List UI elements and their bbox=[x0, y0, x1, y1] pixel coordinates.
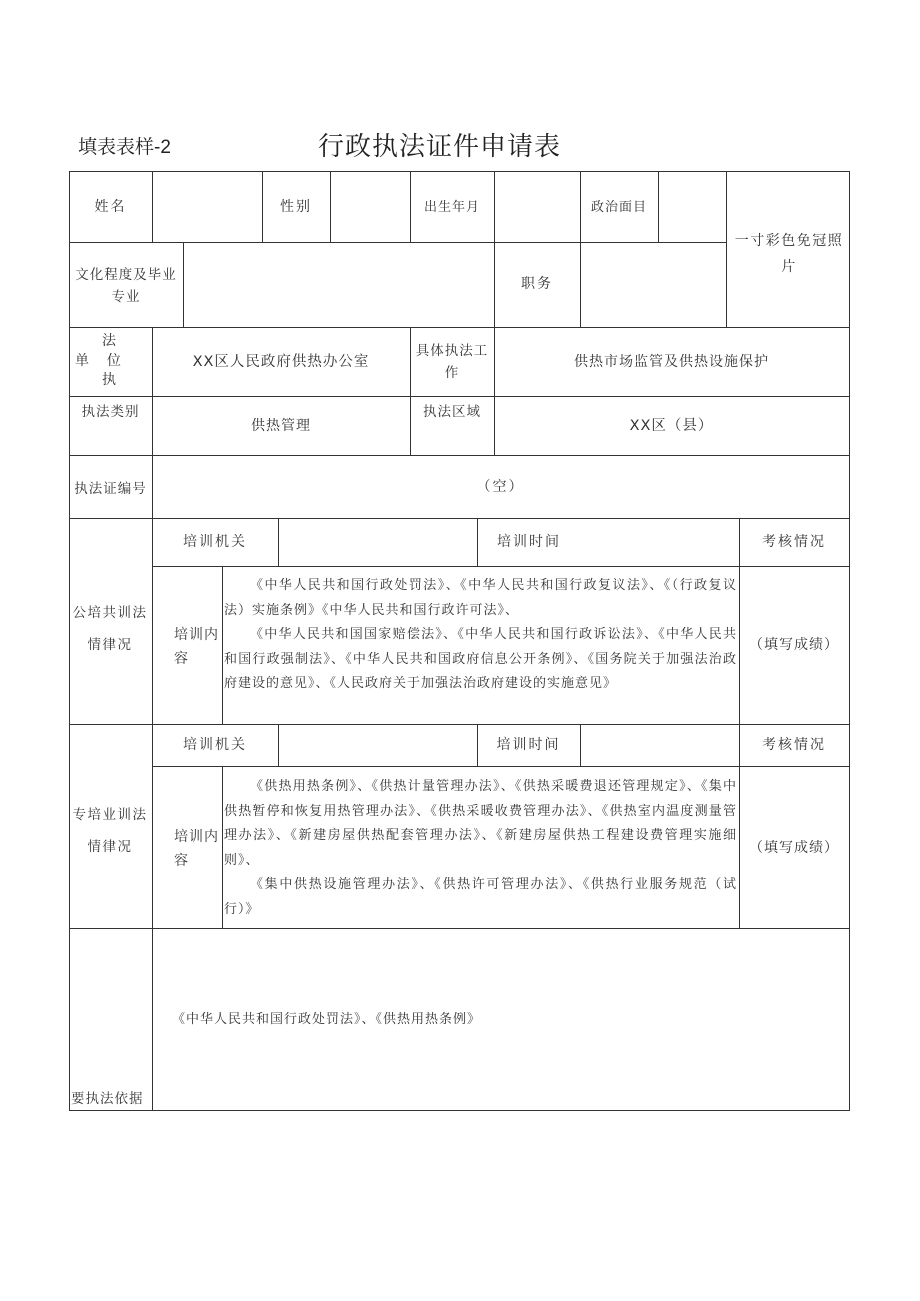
grid-line bbox=[222, 766, 223, 928]
professional-org-label: 培训机关 bbox=[183, 737, 247, 753]
position-label: 职务 bbox=[521, 276, 553, 292]
grid-line bbox=[69, 396, 850, 397]
professional-org-value[interactable] bbox=[279, 733, 476, 757]
grid-line bbox=[152, 566, 850, 567]
professional-time-value[interactable] bbox=[581, 733, 738, 757]
birth-label: 出生年月 bbox=[423, 200, 480, 215]
public-time-value[interactable] bbox=[582, 530, 738, 554]
public-score: （填写成绩） bbox=[749, 637, 839, 653]
unit-label-top: 法 bbox=[102, 333, 118, 349]
education-value[interactable] bbox=[184, 272, 493, 296]
cert-label: 执法证编号 bbox=[74, 481, 147, 497]
basis-label: 要执法依据 bbox=[71, 1091, 144, 1107]
public-content-paragraph: 《中华人民共和国行政处罚法》、《中华人民共和国行政复议法》、《（行政复议法）实施条例》《中华人民共和国行政许可法》、 bbox=[224, 578, 737, 618]
table-border-top bbox=[69, 171, 850, 172]
grid-line bbox=[222, 566, 223, 724]
public-org-value[interactable] bbox=[279, 530, 476, 554]
politics-label: 政治面目 bbox=[590, 200, 647, 215]
name-value[interactable] bbox=[152, 195, 262, 219]
area-label: 执法区域 bbox=[423, 404, 481, 420]
cert-value: （空） bbox=[476, 479, 525, 495]
public-time-label: 培训时间 bbox=[497, 534, 561, 550]
gender-value[interactable] bbox=[330, 195, 410, 219]
category-label: 执法类别 bbox=[81, 404, 140, 420]
unit-label-bottom: 执 bbox=[102, 372, 118, 388]
gender-label: 性别 bbox=[280, 199, 312, 215]
area-value: XX区（县） bbox=[629, 418, 714, 434]
public-org-label: 培训机关 bbox=[183, 534, 247, 550]
grid-line bbox=[410, 327, 411, 455]
name-label: 姓名 bbox=[94, 199, 127, 215]
table-border-left bbox=[69, 171, 70, 1111]
table-border-bottom bbox=[69, 1110, 850, 1111]
position-value[interactable] bbox=[581, 272, 725, 296]
professional-training-label: 专培业训法情律况 bbox=[72, 807, 148, 855]
basis-value: 《中华人民共和国行政处罚法》、《供热用热条例》 bbox=[172, 1012, 482, 1027]
page-title: 行政执法证件申请表 bbox=[318, 132, 562, 162]
public-content bbox=[224, 574, 737, 697]
unit-label-middle: 单 位 bbox=[75, 353, 124, 369]
grid-line bbox=[152, 518, 153, 1110]
professional-time-label: 培训时间 bbox=[496, 737, 561, 753]
public-content-paragraph: 《中华人民共和国国家赔偿法》、《中华人民共和国行政诉讼法》、《中华人民共和国行政强制法》、《中华人民共和国政府信息公开条例》、《国务院关于加强法治政府建设的意见》、《人民政府关于加强法治政府建设的实施意见》 bbox=[224, 627, 737, 691]
grid-line bbox=[152, 766, 850, 767]
grid-line bbox=[69, 242, 727, 243]
birth-value[interactable] bbox=[494, 195, 580, 219]
professional-content bbox=[224, 775, 737, 922]
public-content-label: 培训内容 bbox=[174, 627, 219, 667]
professional-assess-label: 考核情况 bbox=[762, 737, 826, 753]
grid-line bbox=[69, 327, 850, 328]
grid-line bbox=[69, 724, 850, 725]
professional-score: （填写成绩） bbox=[749, 840, 839, 856]
professional-content-label: 培训内容 bbox=[174, 829, 219, 869]
grid-line bbox=[69, 518, 850, 519]
politics-value[interactable] bbox=[658, 195, 726, 219]
grid-line bbox=[69, 928, 850, 929]
public-assess-label: 考核情况 bbox=[762, 534, 826, 550]
professional-content-paragraph: 《集中供热设施管理办法》、《供热许可管理办法》、《供热行业服务规范（试行）》 bbox=[224, 877, 737, 917]
photo-placeholder: 一寸彩色免冠照片 bbox=[734, 233, 844, 275]
table-border-right bbox=[849, 171, 850, 1111]
sample-label: 填表表样-2 bbox=[78, 137, 171, 158]
grid-line bbox=[726, 171, 727, 327]
work-label: 具体执法工作 bbox=[415, 343, 489, 381]
education-label: 文化程度及毕业专业 bbox=[75, 267, 177, 305]
unit-value: XX区人民政府供热办公室 bbox=[192, 354, 370, 370]
professional-content-paragraph: 《供热用热条例》、《供热计量管理办法》、《供热采暖费退还管理规定》、《集中供热暂停和恢复用热管理办法》、《供热采暖收费管理办法》、《供热室内温度测量管理办法》、《新建房屋供热配套管理办法》、《新建房屋供热工程建设费管理实施细则》、 bbox=[224, 779, 737, 868]
work-value: 供热市场监管及供热设施保护 bbox=[574, 354, 769, 370]
category-value: 供热管理 bbox=[251, 418, 311, 434]
grid-line bbox=[69, 455, 850, 456]
public-training-label: 公培共训法情律况 bbox=[72, 605, 148, 653]
